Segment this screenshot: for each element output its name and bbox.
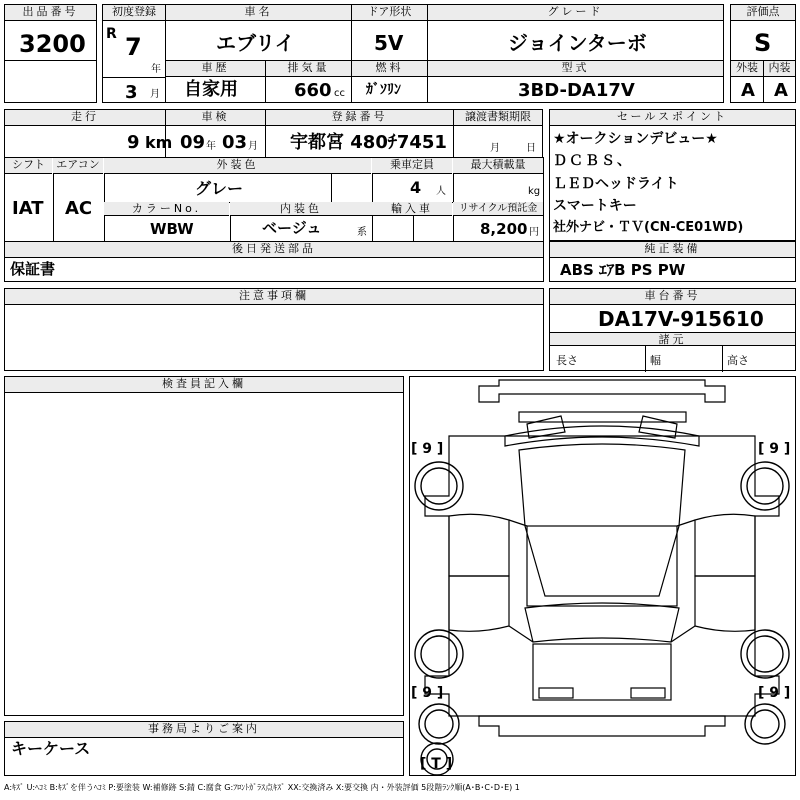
door-value: 5V (374, 31, 404, 55)
recycle-value: 8,200 (480, 220, 528, 238)
first-registration-cell (102, 4, 166, 103)
car-name-value: エブリイ (216, 31, 295, 55)
inspection-label: 車検 (166, 110, 265, 126)
car-name-label: 車名 (166, 5, 351, 21)
mark-front-left: [ 9 ] (411, 441, 444, 457)
wiper-left (527, 416, 565, 438)
int-color-value: ベージュ (262, 219, 322, 237)
reg-month-value: 3 (125, 82, 138, 103)
sales-point-item: ★オークションデビュー★ (553, 131, 718, 147)
mileage-unit: km (145, 133, 173, 152)
displacement-unit: cc (334, 88, 345, 99)
ext-color-label: 外装色 (104, 158, 371, 174)
lot-number-value: 3200 (19, 30, 86, 58)
wheel-front-left-inner (421, 468, 457, 504)
score-label: 評価点 (731, 5, 795, 21)
reg-month-unit: 月 (150, 89, 160, 100)
office-label: 事務局よりご案内 (5, 722, 403, 738)
inspection-year-unit: 年 (206, 141, 216, 152)
shift-label: シフト (5, 158, 52, 174)
aircon-value: AC (65, 198, 93, 219)
interior-score-value: A (774, 80, 788, 101)
later-parts-label: 後日発送部品 (5, 242, 543, 258)
registration-cell (265, 109, 454, 158)
wheel-rear-right-inner (747, 636, 783, 672)
wheel-front-right (741, 462, 789, 510)
score-cell (730, 4, 796, 61)
equipment-value: ABS ｴｱB PS PW (560, 261, 686, 279)
sales-points-cell (549, 109, 796, 241)
recycle-label: リサイクル預託金 (453, 202, 543, 216)
divider (331, 174, 332, 202)
left-door-front (449, 514, 509, 576)
reg-year-unit: 年 (151, 64, 161, 75)
fuel-label: 燃料 (352, 61, 427, 77)
roof (527, 526, 677, 606)
exterior-score-value: A (741, 80, 755, 101)
later-parts-value: 保証書 (10, 260, 56, 278)
transfer-doc-cell (453, 109, 543, 158)
fuel-value: ｶﾞｿﾘﾝ (366, 82, 401, 98)
int-color-label: 内装色 (230, 202, 372, 216)
front-bumper (479, 380, 725, 402)
car-diagram (409, 376, 796, 776)
mark-rear-right: [ 9 ] (758, 685, 791, 701)
sales-point-item: 社外ナビ・ＴＶ(CN-CE01WD) (553, 220, 744, 235)
wheel-front-right-inner (747, 468, 783, 504)
grade-value: ジョインターボ (508, 31, 647, 55)
wheel-rear-right (741, 630, 789, 678)
rear-window (525, 603, 679, 642)
later-parts-cell (4, 241, 544, 282)
inspection-month: 03 (222, 132, 248, 153)
wheel-rear-left-inner (421, 636, 457, 672)
mileage-value: 9 (127, 132, 140, 153)
lot-number-label: 出品番号 (5, 5, 96, 21)
divider (413, 216, 414, 243)
capacity-value: 4 (410, 178, 422, 197)
mark-spare: [ T ] (420, 756, 453, 772)
inspection-cell (165, 109, 266, 158)
sales-point-item: ＤＣＢＳ、 (553, 153, 633, 169)
lot-number-blank (4, 60, 97, 103)
exterior-score-cell (730, 60, 764, 103)
equipment-label: 純正装備 (550, 242, 795, 258)
max-load-unit: kg (528, 186, 541, 197)
score-value: S (754, 29, 772, 57)
model-code-cell (427, 60, 724, 103)
first-registration-label: 初度登録 (103, 5, 165, 21)
door-label: ドア形状 (352, 5, 427, 21)
rear-door (533, 644, 671, 700)
registration-label: 登録番号 (266, 110, 453, 126)
notes-cell (4, 288, 544, 371)
mark-rear-left: [ 9 ] (411, 685, 444, 701)
office-value: キーケース (11, 739, 91, 758)
office-cell (4, 721, 404, 776)
color-no-label: カラーNo. (104, 202, 229, 216)
int-color-unit: 系 (357, 227, 367, 238)
grade-cell (427, 4, 724, 61)
notes-label: 注意事項欄 (5, 289, 543, 305)
wheel-bottom-right-inner (751, 710, 779, 738)
divider (722, 346, 723, 372)
rear-lamp-left (539, 688, 573, 698)
capacity-unit: 人 (436, 186, 446, 197)
spec-length-label: 長さ (556, 354, 578, 367)
interior-score-label: 内装 (764, 61, 795, 77)
rear-bumper (479, 716, 725, 736)
transfer-doc-label: 譲渡書類期限 (454, 110, 542, 126)
right-door-front (695, 514, 755, 576)
registration-value: 宇都宮 480ﾁ7451 (290, 132, 447, 153)
displacement-cell (265, 60, 352, 103)
left-door-rear (449, 576, 509, 631)
recycle-unit: 円 (529, 227, 539, 238)
divider (645, 346, 646, 372)
history-label: 車歴 (166, 61, 265, 77)
inspection-year: 09 (180, 132, 206, 153)
sales-point-item: スマートキー (553, 198, 637, 214)
equipment-cell (549, 241, 796, 282)
wheel-rear-left (415, 630, 463, 678)
spec-width-label: 幅 (650, 354, 661, 367)
transfer-day-unit: 日 (526, 143, 536, 154)
chassis-cell (549, 288, 796, 371)
era-value: R (106, 26, 117, 42)
fuel-cell (351, 60, 428, 103)
model-code-label: 型式 (428, 61, 723, 77)
displacement-value: 660 (294, 80, 332, 101)
mileage-label: 走行 (5, 110, 165, 126)
door-cell (351, 4, 428, 61)
specs-label: 諸元 (550, 332, 795, 346)
max-load-label: 最大積載量 (453, 158, 543, 174)
divider (103, 77, 165, 78)
aircon-label: エアコン (53, 158, 103, 174)
history-value: 自家用 (184, 79, 238, 100)
shift-value: IAT (12, 198, 44, 219)
ext-color-value: グレー (195, 179, 244, 198)
inspection-month-unit: 月 (248, 141, 258, 152)
interior-score-cell (763, 60, 796, 103)
right-door-rear (695, 576, 755, 631)
inspector-label: 検査員記入欄 (5, 377, 403, 393)
history-cell (165, 60, 266, 103)
color-no-value: WBW (150, 220, 194, 238)
grade-label: グレード (428, 5, 723, 21)
displacement-label: 排気量 (266, 61, 351, 77)
wheel-front-left (415, 462, 463, 510)
inspector-cell (4, 376, 404, 716)
wiper-right (639, 416, 677, 438)
spec-height-label: 高さ (727, 354, 749, 367)
lot-number-cell (4, 4, 97, 61)
mileage-cell (4, 109, 173, 158)
damage-legend: A:ｷｽﾞ U:ﾍｺﾐ B:ｷｽﾞを伴うﾍｺﾐ P:要塗装 W:補修跡 S:錆 C:腐食 G:ﾌﾛﾝﾄｶﾞﾗｽ点ｷｽﾞ XX:交換済み X:要交換 内・外装評価 5段階ﾗﾝｸ順(A･B･C･D･E) 1 (4, 783, 520, 792)
wheel-bottom-left-inner (425, 710, 453, 738)
sales-points-label: セールスポイント (550, 110, 795, 126)
import-label: 輸入車 (372, 202, 452, 216)
sales-point-item: ＬＥＤヘッドライト (553, 176, 679, 192)
chassis-label: 車台番号 (550, 289, 795, 305)
exterior-score-label: 外装 (731, 61, 763, 77)
rear-lamp-right (631, 688, 665, 698)
car-name-cell (165, 4, 352, 61)
capacity-label: 乗車定員 (372, 158, 452, 174)
reg-year-value: 7 (125, 33, 142, 61)
chassis-value: DA17V-915610 (598, 307, 764, 331)
transfer-month-unit: 月 (490, 143, 500, 154)
model-code-value: 3BD-DA17V (518, 80, 635, 101)
cabin (519, 444, 685, 596)
mark-front-right: [ 9 ] (758, 441, 791, 457)
